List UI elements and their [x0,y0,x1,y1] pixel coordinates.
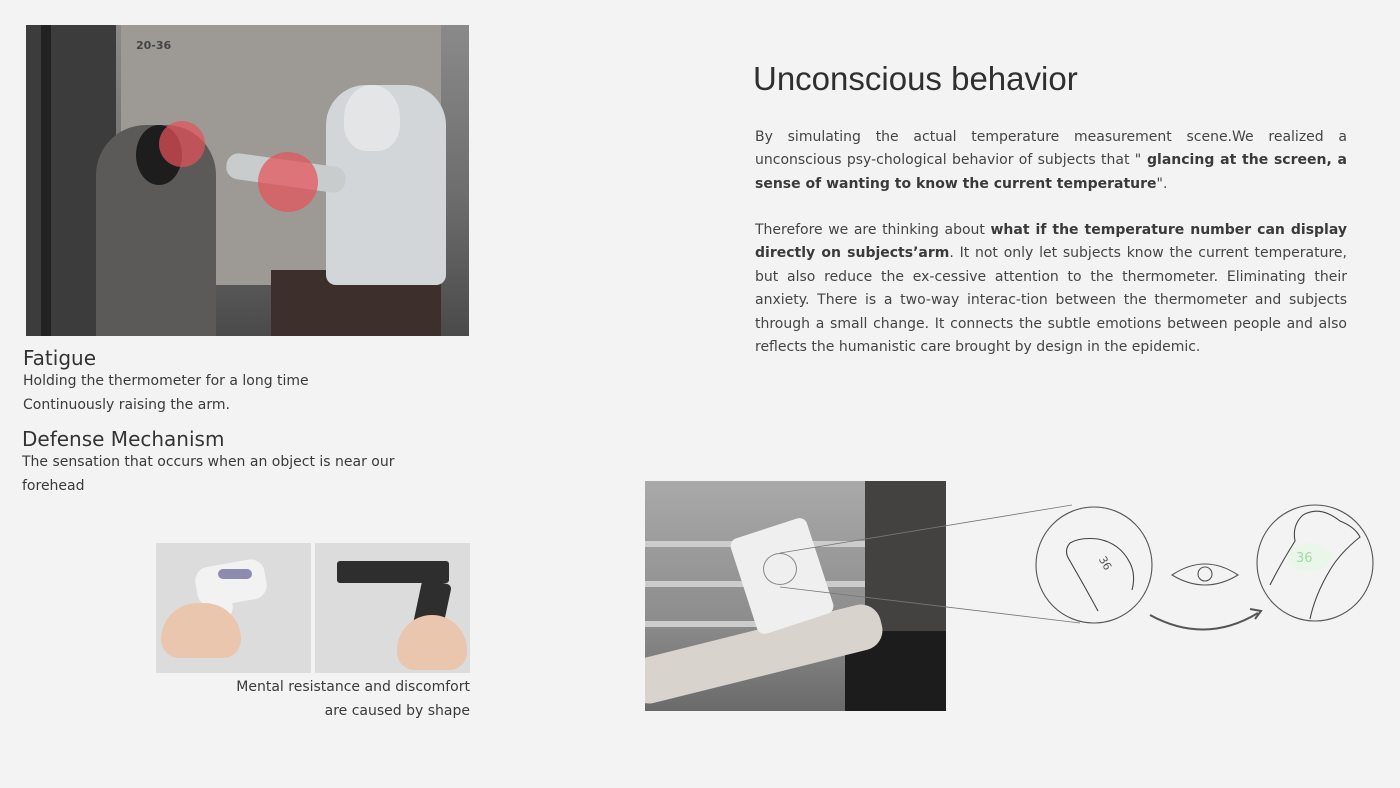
thermometer-gun-photo [156,543,311,673]
leader-line-bottom [780,587,1080,623]
sketch-arm-right [1257,505,1373,621]
defense-line-1: The sensation that occurs when an object is near our [22,454,395,470]
photo-sign: 20-36 [136,39,172,52]
paragraph-observation-bold: glancing at the screen, a sense of wanting to know the current temperature [755,152,1347,192]
fatigue-line-1: Holding the thermometer for a long time [23,373,309,389]
arm-highlight-dot [258,152,318,212]
caption-line-1: Mental resistance and discomfort [236,679,470,695]
eye-icon [1172,564,1238,585]
defense-line-2: forehead [22,477,85,494]
photo-doorframe [41,25,51,336]
paragraph-observation-lead: By simulating the actual temperature measurement scene.We realized a unconscious psy-chological behavior of subjects that " [755,129,1347,169]
transition-arrow-icon [1150,609,1261,630]
photo-staff-head [344,85,400,151]
sketch-arm-left [1036,507,1152,623]
pistol-photo [315,543,470,673]
paragraph-idea [755,219,1347,359]
hand [397,615,467,670]
paragraph-idea-lead: Therefore we are thinking about [755,222,991,238]
defense-block [22,427,402,498]
paragraph-idea-bold: what if the temperature number can display directly on subjects’arm [755,222,1347,262]
paragraph-observation [755,126,1347,196]
shape-caption [160,676,470,723]
leader-line-top [780,505,1072,553]
caption-line-2: are caused by shape [324,702,470,719]
defense-title: Defense Mechanism [22,427,225,451]
paragraph-observation-tail: ". [1156,175,1168,192]
fatigue-block [23,346,309,417]
forehead-highlight-dot [159,121,205,167]
temperature-check-photo [26,25,469,336]
thermometer-buttons [218,569,252,579]
paragraph-idea-tail: . It not only let subjects know the current temperature, but also reduce the ex-cessive attention to the thermometer. Eliminating their anxiety. There is a two-way interac-tion between the thermometer and subjects through a small change. It connects the subtle emotions between people and also reflects the humanistic care brought by design in the epidemic. [755,245,1347,356]
arm-display-sketch [780,495,1390,645]
fatigue-line-2: Continuously raising the arm. [23,396,230,413]
section-title: Unconscious behavior [753,60,1078,97]
fatigue-title: Fatigue [23,346,96,370]
sketch-mark-right: 36 [1296,551,1313,566]
sketch-mark-left: 36 [1095,554,1115,573]
